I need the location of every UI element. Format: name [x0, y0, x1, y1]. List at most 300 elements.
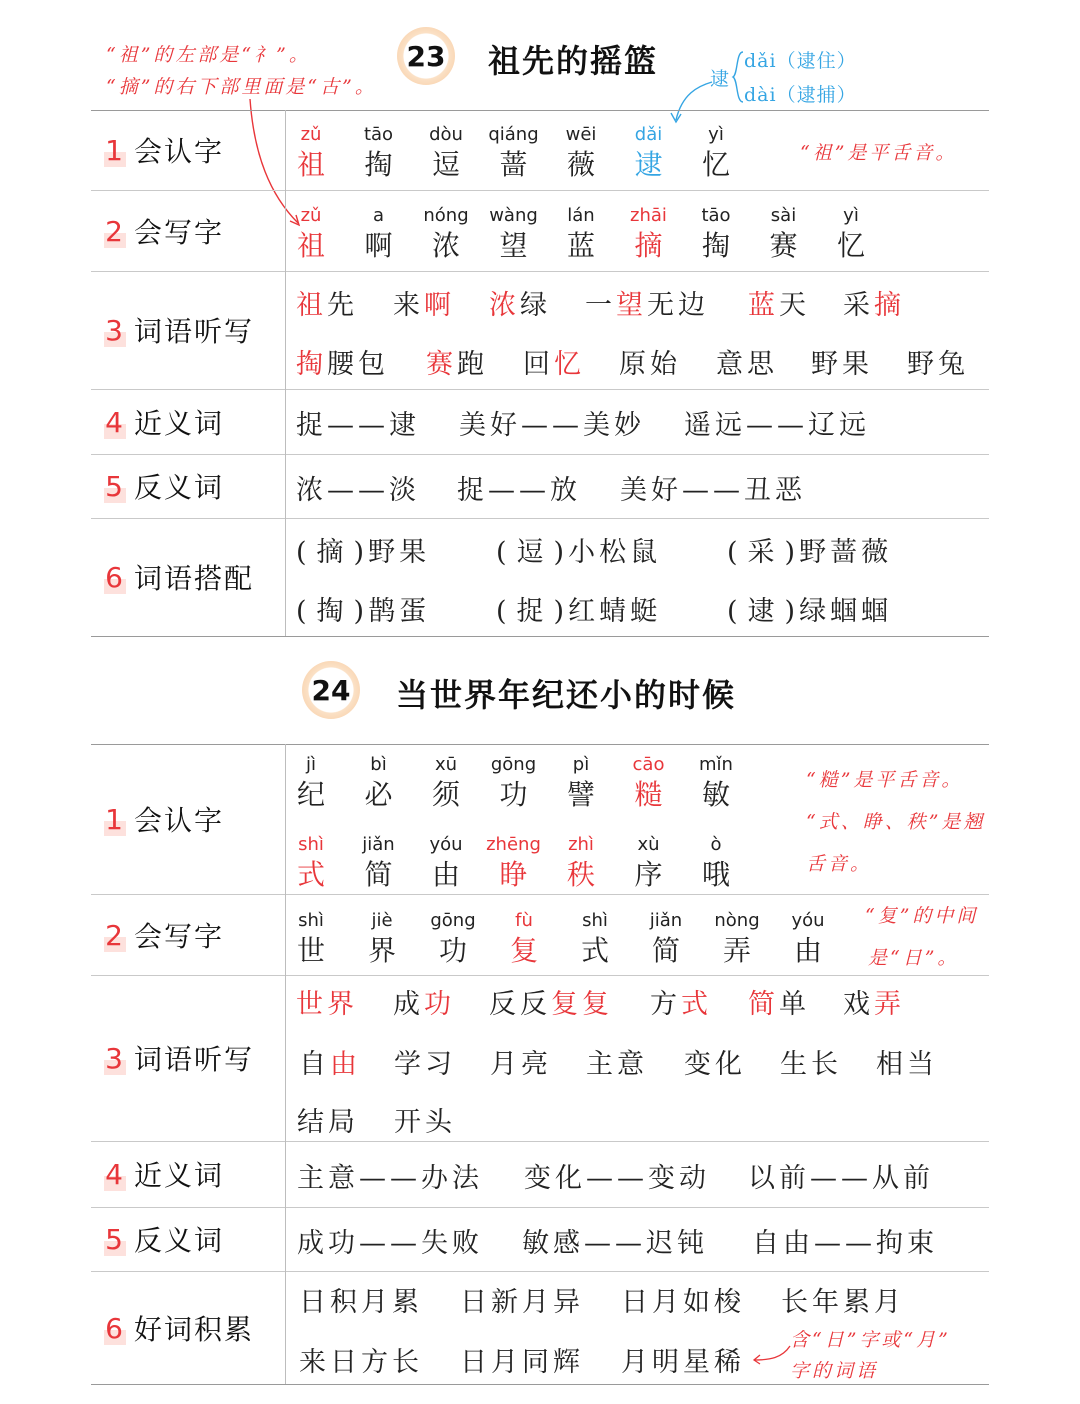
pinyin: yóu — [429, 834, 463, 855]
row-number: 4 — [105, 405, 125, 439]
paren-open: ( — [496, 537, 511, 568]
word — [650, 982, 712, 1021]
note-zu-radical: “祖”的左部是“礻”。 — [106, 44, 311, 66]
antonym-pair: 美好——丑恶 — [620, 475, 806, 506]
collocation-verb: 摘 — [316, 537, 348, 568]
idiom: 日新月异 — [460, 1287, 584, 1318]
pinyin-char — [484, 122, 544, 182]
pinyin-char — [416, 752, 476, 812]
pinyin: yì — [708, 124, 724, 145]
collocation-object: 野蔷薇 — [799, 537, 893, 568]
hanzi: 赛 — [769, 229, 798, 262]
hanzi: 序 — [634, 858, 663, 891]
pinyin-char — [754, 203, 814, 263]
word-part: 生长 — [780, 1049, 842, 1080]
pinyin: dǎi — [634, 124, 663, 145]
pinyin: yì — [843, 205, 859, 226]
row-label-text: 近义词 — [134, 1159, 225, 1192]
word-part: 方 — [650, 989, 681, 1020]
idiom: 长年累月 — [781, 1287, 905, 1318]
pinyin-char — [349, 832, 409, 892]
table-divider — [285, 110, 286, 636]
hanzi: 逗 — [431, 148, 460, 181]
row-label-synonyms — [104, 1154, 224, 1194]
table-rule — [91, 744, 989, 745]
write-note: 是“日”。 — [868, 947, 960, 969]
row-label-text: 会写字 — [134, 920, 225, 953]
row-label-text: 会认字 — [134, 135, 225, 168]
paren-close: ) — [784, 537, 800, 568]
pinyin-char — [551, 752, 611, 812]
dai-note-char: 逮 — [710, 68, 730, 90]
row-label-antonyms — [104, 466, 224, 506]
word-part: 式 — [681, 989, 712, 1020]
recognize-note: 舌音。 — [806, 853, 873, 875]
word-part: 赛 — [426, 349, 457, 380]
collocation — [727, 530, 892, 569]
table-rule — [91, 518, 989, 519]
hanzi: 哦 — [701, 858, 730, 891]
collocation-verb: 掏 — [316, 596, 348, 627]
table-rule — [91, 454, 989, 455]
word-part: 自 — [299, 1049, 330, 1080]
pinyin-char — [619, 203, 679, 263]
paren-close: ) — [553, 537, 569, 568]
word-part: 无边 — [647, 290, 709, 321]
pinyin: xū — [434, 754, 458, 775]
row-label-text: 反义词 — [134, 1224, 225, 1257]
pinyin-char — [484, 203, 544, 263]
word — [296, 342, 389, 381]
pinyin: zhì — [568, 834, 594, 855]
pinyin-char — [484, 752, 544, 812]
pinyin: pì — [572, 754, 590, 775]
word-part: 来 — [393, 290, 424, 321]
row-label-dictation — [104, 1038, 254, 1078]
pinyin-char — [494, 908, 554, 968]
pinyin: jiǎn — [649, 910, 683, 931]
paren-close: ) — [553, 596, 569, 627]
table-rule — [91, 1271, 989, 1272]
word — [299, 1042, 361, 1081]
word-part: 功 — [424, 989, 455, 1020]
hanzi: 敏 — [701, 778, 730, 811]
word — [876, 1042, 938, 1081]
word-part: 摘 — [874, 290, 905, 321]
hanzi: 啊 — [364, 229, 393, 262]
pinyin: wàng — [489, 205, 538, 226]
pinyin-char — [349, 122, 409, 182]
synonym-pair: 美好——美妙 — [459, 410, 645, 441]
word-part: 由 — [330, 1049, 361, 1080]
word — [490, 1042, 552, 1081]
word — [296, 982, 358, 1021]
pinyin: gōng — [430, 910, 476, 931]
collocation — [496, 589, 661, 628]
hanzi: 掏 — [364, 148, 393, 181]
word-part: 相当 — [876, 1049, 938, 1080]
pinyin-char — [551, 832, 611, 892]
word — [489, 982, 613, 1021]
hanzi: 睁 — [499, 858, 528, 891]
table-rule — [91, 975, 989, 976]
collocation-verb: 逗 — [516, 537, 548, 568]
word-part: 野果 — [811, 349, 873, 380]
pinyin: jiǎn — [362, 834, 395, 855]
pinyin: qiáng — [488, 124, 539, 145]
word-part: 月亮 — [490, 1049, 552, 1080]
pinyin-char — [281, 203, 341, 263]
row-label-good-words — [104, 1308, 254, 1348]
word-part: 蓝 — [748, 290, 779, 321]
table-rule — [91, 894, 989, 895]
idiom: 月明星稀 — [621, 1347, 745, 1378]
brace-icon — [731, 50, 745, 104]
synonym-pair: 以前——从前 — [748, 1163, 934, 1194]
word-part: 结局 — [297, 1107, 359, 1138]
pinyin: nòng — [714, 910, 760, 931]
pinyin: bì — [370, 754, 387, 775]
pinyin-char — [619, 832, 679, 892]
hanzi: 须 — [431, 778, 460, 811]
word-part: 主意 — [586, 1049, 648, 1080]
pinyin: fù — [515, 910, 533, 931]
pinyin-char — [707, 908, 767, 968]
good-words-note: 字的词语 — [790, 1360, 879, 1382]
word — [489, 283, 551, 322]
hanzi: 摘 — [634, 229, 663, 262]
word — [748, 982, 810, 1021]
table-rule — [91, 271, 989, 272]
hanzi: 秩 — [566, 858, 595, 891]
pinyin: tāo — [363, 124, 394, 145]
paren-open: ( — [296, 596, 311, 627]
pinyin-char — [636, 908, 696, 968]
row-number: 6 — [105, 560, 125, 594]
antonym-pair: 敏感——迟钝 — [522, 1228, 708, 1259]
collocation-object: 红蜻蜓 — [568, 596, 662, 627]
pinyin: cāo — [632, 754, 665, 775]
hanzi: 逮 — [634, 148, 663, 181]
word — [780, 1042, 842, 1081]
row-label-synonyms — [104, 402, 224, 442]
antonym-pair: 成功——失败 — [297, 1228, 483, 1259]
paren-close: ) — [784, 596, 800, 627]
word — [811, 342, 873, 381]
word-part: 开头 — [394, 1107, 456, 1138]
pinyin: dòu — [429, 124, 463, 145]
word — [394, 1042, 456, 1081]
table-rule — [91, 636, 989, 637]
pinyin: mǐn — [699, 754, 733, 775]
pinyin-char — [686, 752, 746, 812]
synonym-pair: 变化——变动 — [524, 1163, 710, 1194]
word-part: 意思 — [716, 349, 778, 380]
pinyin-char — [565, 908, 625, 968]
lesson-number-badge: 24 — [302, 661, 360, 719]
recognize-note: “式、睁、秩”是翘 — [806, 811, 986, 833]
word — [394, 1100, 456, 1139]
pinyin-char — [416, 832, 476, 892]
lesson-number-badge: 23 — [397, 27, 455, 85]
word-part: 祖 — [296, 290, 327, 321]
pinyin-char — [349, 203, 409, 263]
row-label-write — [104, 211, 224, 251]
collocation-object: 野果 — [368, 537, 431, 568]
note-zhai-component: “摘”的右下部里面是“古”。 — [106, 76, 377, 98]
row-label-text: 词语听写 — [134, 1043, 255, 1076]
hanzi: 世 — [296, 934, 325, 967]
word-part: 掏 — [296, 349, 327, 380]
word-part: 绿 — [520, 290, 551, 321]
word — [907, 342, 969, 381]
hanzi: 掏 — [701, 229, 730, 262]
word — [585, 283, 709, 322]
row-number: 3 — [105, 1041, 125, 1075]
word-part: 望 — [616, 290, 647, 321]
pinyin: tāo — [701, 205, 731, 226]
hanzi: 式 — [580, 934, 609, 967]
pinyin-char — [551, 203, 611, 263]
pinyin-char — [484, 832, 544, 892]
word-part: 啊 — [424, 290, 455, 321]
word-part: 反反 — [489, 989, 551, 1020]
lesson-title: 祖先的摇篮 — [488, 42, 659, 80]
antonym-pair: 捉——放 — [457, 475, 581, 506]
pinyin: zhāi — [630, 205, 667, 226]
pinyin-char — [778, 908, 838, 968]
pinyin: shì — [298, 910, 324, 931]
hanzi: 简 — [364, 858, 393, 891]
good-words-arrow — [752, 1342, 792, 1366]
word — [426, 342, 488, 381]
row-label-text: 近义词 — [134, 407, 225, 440]
word-part: 复复 — [551, 989, 613, 1020]
word-part: 腰包 — [327, 349, 389, 380]
word-part: 世界 — [296, 989, 358, 1020]
hanzi: 忆 — [836, 229, 865, 262]
hanzi: 功 — [438, 934, 467, 967]
word-part: 野兔 — [907, 349, 969, 380]
word — [748, 283, 810, 322]
synonym-pair: 遥远——辽远 — [684, 410, 870, 441]
synonym-pair: 捉——逮 — [296, 410, 420, 441]
pinyin-char — [619, 752, 679, 812]
hanzi: 由 — [793, 934, 822, 967]
recognize-note: “祖”是平舌音。 — [800, 142, 958, 164]
table-rule — [91, 1384, 989, 1385]
word-part: 弄 — [874, 989, 905, 1020]
antonym-pair: 自由——拘束 — [752, 1228, 938, 1259]
hanzi: 望 — [499, 229, 528, 262]
hanzi: 薇 — [566, 148, 595, 181]
word-part: 天 — [779, 290, 810, 321]
pinyin: jì — [305, 754, 316, 775]
row-label-text: 词语听写 — [134, 315, 255, 348]
row-number: 5 — [105, 1222, 125, 1256]
pinyin: gōng — [490, 754, 537, 775]
paren-open: ( — [727, 537, 742, 568]
hanzi: 祖 — [296, 229, 325, 262]
row-label-text: 会写字 — [134, 216, 225, 249]
pinyin-char — [619, 122, 679, 182]
table-rule — [91, 1141, 989, 1142]
pinyin-char — [352, 908, 412, 968]
hanzi: 必 — [364, 778, 393, 811]
row-label-write — [104, 915, 224, 955]
word — [684, 1042, 746, 1081]
collocation-verb: 采 — [747, 537, 779, 568]
pinyin-char — [281, 908, 341, 968]
collocation-verb: 逮 — [747, 596, 779, 627]
idiom: 来日方长 — [299, 1347, 423, 1378]
dai-note-reading1: dǎi（逮住） — [744, 50, 857, 72]
hanzi: 忆 — [701, 148, 730, 181]
row-label-text: 好词积累 — [134, 1313, 255, 1346]
pinyin-char — [281, 832, 341, 892]
pinyin: a — [372, 205, 385, 226]
dai-note-reading2: dài（逮捕） — [744, 84, 857, 106]
pinyin: zhēng — [486, 834, 541, 855]
paren-close: ) — [353, 596, 369, 627]
paren-open: ( — [296, 537, 311, 568]
row-label-text: 词语搭配 — [134, 562, 255, 595]
row-number: 4 — [105, 1157, 125, 1191]
pinyin-char — [551, 122, 611, 182]
hanzi: 弄 — [722, 934, 751, 967]
row-label-text: 反义词 — [134, 471, 225, 504]
hanzi: 祖 — [296, 148, 325, 181]
pinyin-char — [686, 832, 746, 892]
word-part: 先 — [327, 290, 358, 321]
word-part: 采 — [843, 290, 874, 321]
antonym-pair: 浓——淡 — [296, 475, 420, 506]
word — [716, 342, 778, 381]
hanzi: 譬 — [566, 778, 595, 811]
word — [393, 982, 455, 1021]
word-part: 成 — [393, 989, 424, 1020]
word-part: 单 — [779, 989, 810, 1020]
row-number: 5 — [105, 469, 125, 503]
word — [843, 283, 905, 322]
collocation — [296, 530, 430, 569]
word — [619, 342, 681, 381]
collocation — [496, 530, 661, 569]
pinyin: nóng — [423, 205, 469, 226]
pinyin-char — [281, 122, 341, 182]
pinyin: yóu — [791, 910, 825, 931]
row-number: 2 — [105, 214, 125, 248]
hanzi: 纪 — [296, 778, 325, 811]
pinyin: shì — [298, 834, 324, 855]
hanzi: 界 — [367, 934, 396, 967]
row-number: 3 — [105, 313, 125, 347]
word-part: 原始 — [619, 349, 681, 380]
word-part: 简 — [748, 989, 779, 1020]
collocation — [296, 589, 430, 628]
word — [523, 342, 585, 381]
word-part: 忆 — [554, 349, 585, 380]
pinyin: ò — [710, 834, 722, 855]
paren-close: ) — [353, 537, 369, 568]
word — [296, 283, 358, 322]
good-words-note: 含“日”字或“月” — [790, 1329, 951, 1351]
word-part: 变化 — [684, 1049, 746, 1080]
word-part: 跑 — [457, 349, 488, 380]
dai-arrow — [668, 78, 718, 128]
word-part: 浓 — [489, 290, 520, 321]
hanzi: 式 — [296, 858, 325, 891]
pinyin: xù — [637, 834, 660, 855]
hanzi: 蓝 — [566, 229, 595, 262]
pinyin-char — [821, 203, 881, 263]
pinyin-char — [349, 752, 409, 812]
table-rule — [91, 110, 989, 111]
hanzi: 功 — [499, 778, 528, 811]
pinyin: shì — [582, 910, 608, 931]
hanzi: 糙 — [634, 778, 663, 811]
paren-open: ( — [727, 596, 742, 627]
row-number: 1 — [105, 802, 125, 836]
word-part: 一 — [585, 290, 616, 321]
row-number: 2 — [105, 918, 125, 952]
word — [586, 1042, 648, 1081]
paren-open: ( — [496, 596, 511, 627]
row-label-antonyms — [104, 1219, 224, 1259]
lesson-title: 当世界年纪还小的时候 — [396, 676, 737, 714]
pinyin-char — [686, 203, 746, 263]
word — [843, 982, 905, 1021]
hanzi: 由 — [431, 858, 460, 891]
idiom: 日月同辉 — [460, 1347, 584, 1378]
pinyin-char — [416, 203, 476, 263]
recognize-note: “糙”是平舌音。 — [806, 769, 964, 791]
row-label-collocation — [104, 557, 254, 597]
word-part: 回 — [523, 349, 554, 380]
synonym-pair: 主意——办法 — [297, 1163, 483, 1194]
collocation-object: 鹊蛋 — [368, 596, 431, 627]
collocation — [727, 589, 892, 628]
row-number: 6 — [105, 1311, 125, 1345]
table-rule — [91, 190, 989, 191]
pinyin: jiè — [371, 910, 393, 931]
collocation-verb: 捉 — [516, 596, 548, 627]
idiom: 日积月累 — [299, 1287, 423, 1318]
collocation-object: 绿蝈蝈 — [799, 596, 893, 627]
word — [393, 283, 455, 322]
hanzi: 复 — [509, 934, 538, 967]
word-part: 学习 — [394, 1049, 456, 1080]
word-part: 戏 — [843, 989, 874, 1020]
write-note: “复”的中间 — [865, 905, 979, 927]
row-label-dictation — [104, 310, 254, 350]
idiom: 日月如梭 — [621, 1287, 745, 1318]
pinyin-char — [423, 908, 483, 968]
pinyin-char — [686, 122, 746, 182]
row-number: 1 — [105, 133, 125, 167]
pinyin: sài — [770, 205, 797, 226]
pinyin-char — [416, 122, 476, 182]
row-label-recognize — [104, 130, 224, 170]
word — [297, 1100, 359, 1139]
pinyin: lán — [567, 205, 595, 226]
pinyin: zǔ — [300, 205, 322, 226]
pinyin: wēi — [565, 124, 597, 145]
hanzi: 简 — [651, 934, 680, 967]
pinyin-char — [281, 752, 341, 812]
hanzi: 蔷 — [499, 148, 528, 181]
table-rule — [91, 1207, 989, 1208]
